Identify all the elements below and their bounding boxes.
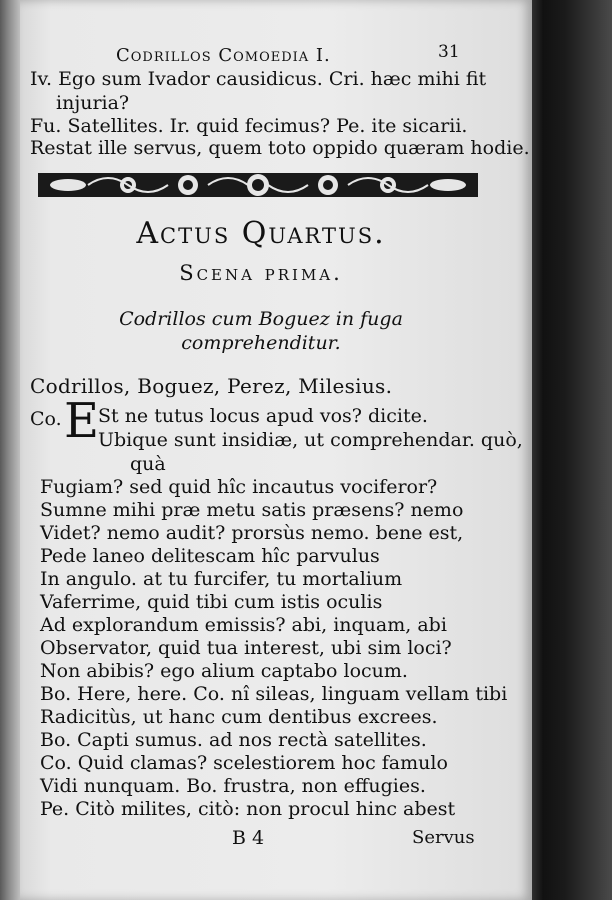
scene-title: Scena prima. <box>179 261 343 285</box>
signature-mark: B 4 <box>232 827 265 849</box>
verse-line: Co. Quid clamas? scelestiorem hoc famulo <box>40 752 448 774</box>
verse-line: Vaferrime, quid tibi cum istis oculis <box>40 591 383 613</box>
text-line: Fu. Satellites. Ir. quid fecimus? Pe. ite sicarii. <box>30 115 468 137</box>
verse-line: In angulo. at tu furcifer, tu mortalium <box>40 568 403 590</box>
verse-line: Bo. Here, here. Co. nî sileas, linguam vellam tibi <box>40 683 508 705</box>
text-line: Iv. Ego sum Ivador causidicus. Cri. hæc mihi fit <box>30 68 487 90</box>
speaker-label: Co. <box>30 408 62 430</box>
verse-line: quà <box>130 453 166 475</box>
verse-line: Ubique sunt insidiæ, ut comprehendar. quò, <box>98 429 523 451</box>
verse-line: Ad explorandum emissis? abi, inquam, abi <box>40 614 447 636</box>
scene-argument-line-1: Codrillos cum Boguez in fuga <box>119 308 403 330</box>
page-number: 31 <box>438 42 460 62</box>
verse-line: Bo. Capti sumus. ad nos rectà satellites. <box>40 729 427 751</box>
running-head-title: Codrillos Comoedia I. <box>116 45 331 66</box>
scene-argument-line-2: comprehenditur. <box>181 332 341 354</box>
verse-line: Radicitùs, ut hanc cum dentibus excrees. <box>40 706 438 728</box>
text-line: injuria? <box>56 92 130 114</box>
verse-line: Vidi nunquam. Bo. frustra, non effugies. <box>40 775 426 797</box>
verse-line: Videt? nemo audit? prorsùs nemo. bene est, <box>40 522 464 544</box>
text-line: Restat ille servus, quem toto oppido quæram hodie. <box>30 137 530 159</box>
ornament-headpiece <box>38 165 478 205</box>
drop-cap: E <box>64 393 100 449</box>
catchword: Servus <box>412 827 475 848</box>
book-edge <box>528 0 612 900</box>
verse-line: Fugiam? sed quid hîc incautus vociferor? <box>40 476 438 498</box>
verse-line: Pede laneo delitescam hîc parvulus <box>40 545 380 567</box>
book-page <box>20 0 532 900</box>
verse-line: St ne tutus locus apud vos? dicite. <box>98 405 428 427</box>
verse-line: Pe. Citò milites, citò: non procul hinc abest <box>40 798 456 820</box>
facing-page-edge <box>0 0 22 900</box>
verse-line: Sumne mihi præ metu satis præsens? nemo <box>40 499 464 521</box>
act-title: Actus Quartus. <box>136 216 386 251</box>
dramatis-personae: Codrillos, Boguez, Perez, Milesius. <box>30 374 393 398</box>
verse-line: Non abibis? ego alium captabo locum. <box>40 660 408 682</box>
verse-line: Observator, quid tua interest, ubi sim loci? <box>40 637 452 659</box>
